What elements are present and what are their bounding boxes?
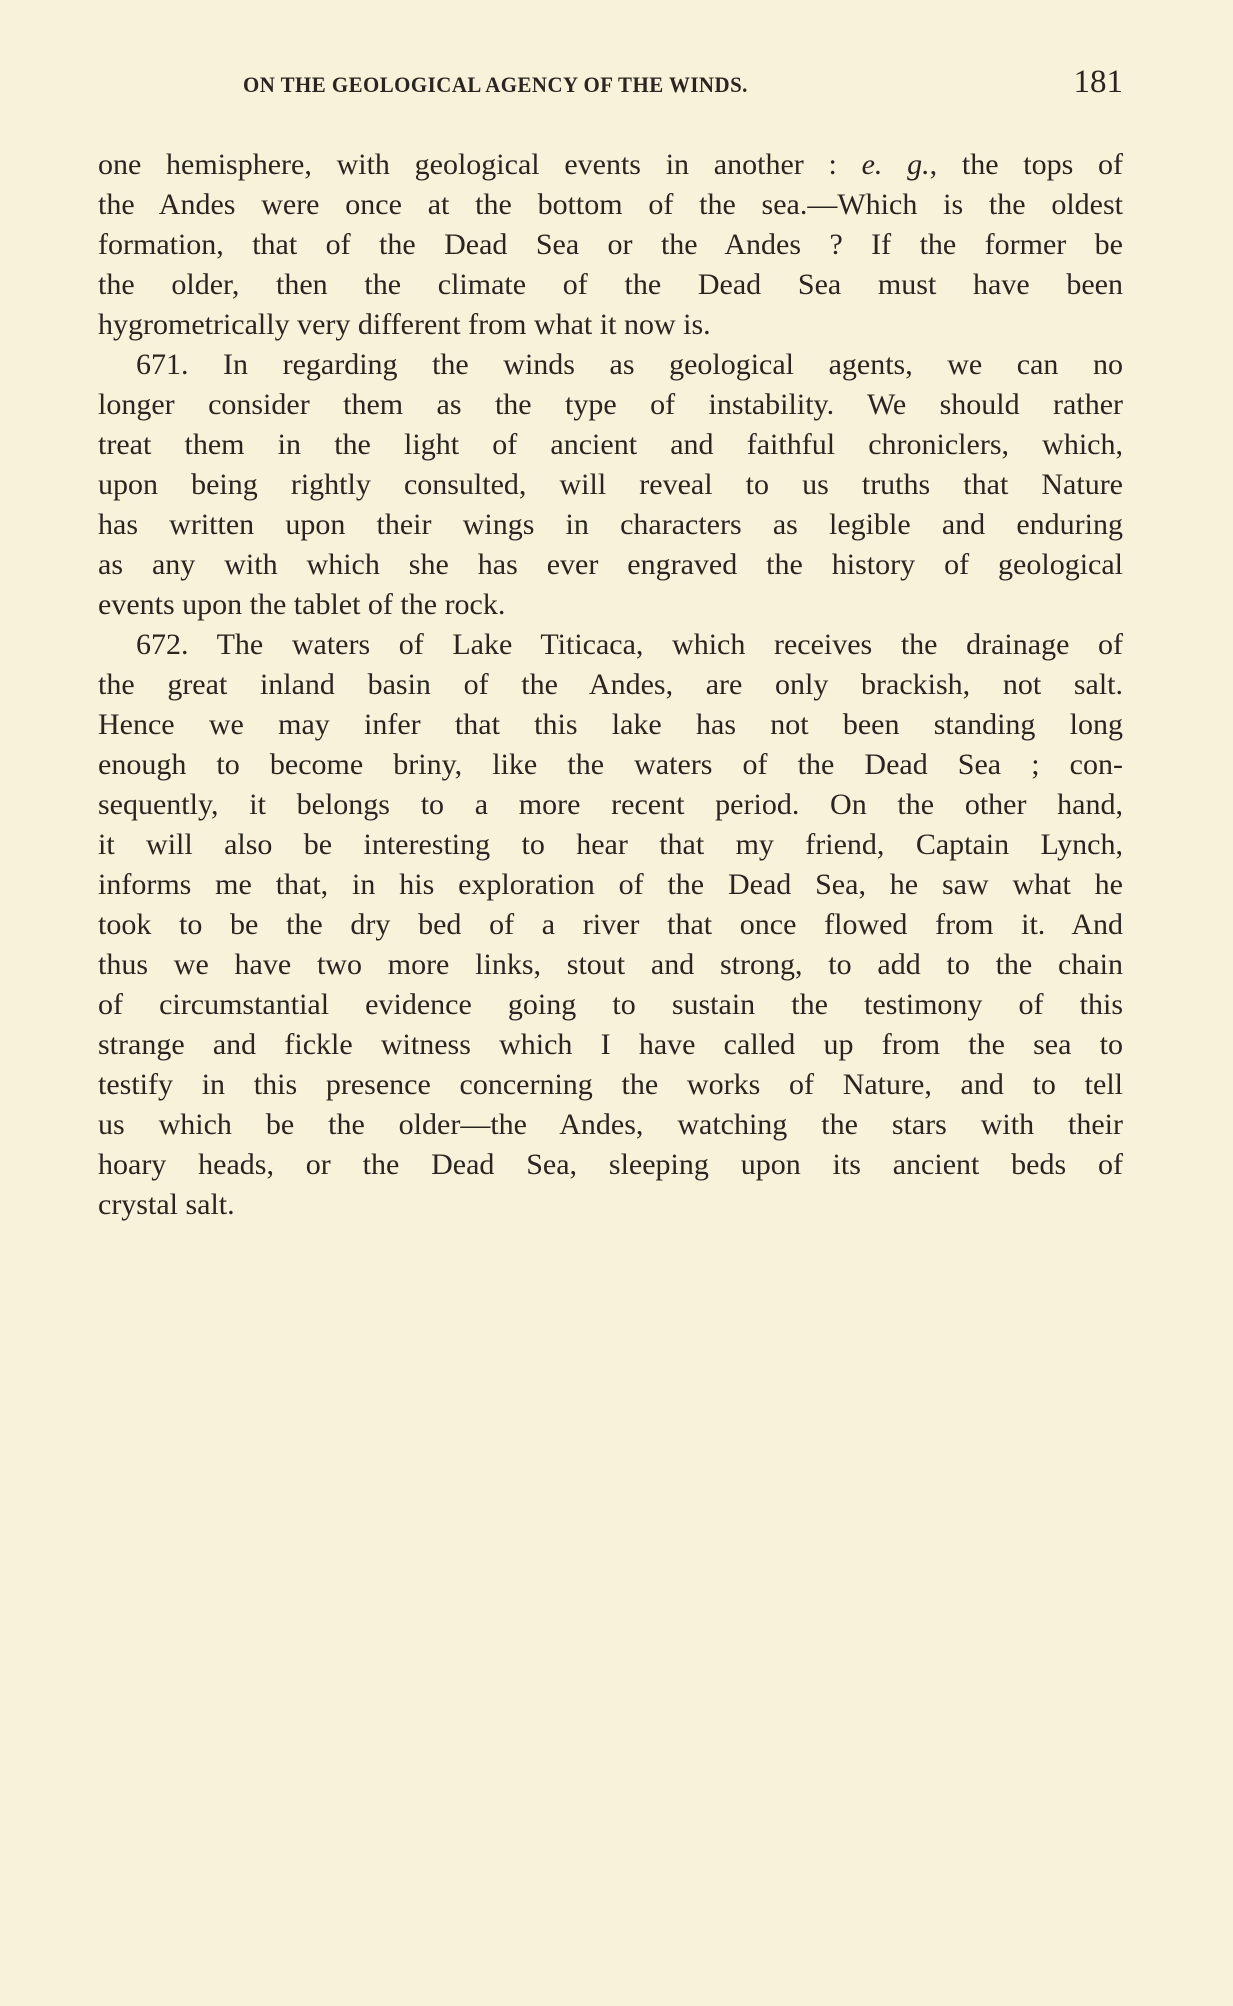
text-line: testify in this presence concerning the works of Nature, and to tell [98, 1068, 1123, 1101]
paragraph [98, 625, 1123, 1225]
running-title: ON THE GEOLOGICAL AGENCY OF THE WINDS. [243, 72, 748, 97]
text-line: hygrometrically very different from what it now is. [98, 308, 711, 341]
text-line: 672. The waters of Lake Titicaca, which receives the drainage of [136, 628, 1123, 661]
text-line: longer consider them as the type of instability. We should rather [98, 388, 1123, 421]
text-line: Hence we may infer that this lake has not been standing long [98, 708, 1123, 741]
italic-text: e. g. [861, 148, 930, 181]
text-line: treat them in the light of ancient and faithful chroniclers, which, [98, 428, 1123, 461]
text-line: crystal salt. [98, 1188, 235, 1221]
text-line: the great inland basin of the Andes, are only brackish, not salt. [98, 668, 1123, 701]
text-line: it will also be interesting to hear that my friend, Captain Lynch, [98, 828, 1123, 861]
text-line: informs me that, in his exploration of the Dead Sea, he saw what he [98, 868, 1123, 901]
text-line: thus we have two more links, stout and strong, to add to the chain [98, 948, 1123, 981]
text-line: of circumstantial evidence going to sustain the testimony of this [98, 988, 1123, 1021]
text-line: has written upon their wings in characters as legible and enduring [98, 508, 1123, 541]
text-line: formation, that of the Dead Sea or the Andes ? If the former be [98, 228, 1123, 261]
text-line: took to be the dry bed of a river that once flowed from it. And [98, 908, 1123, 941]
text-line: enough to become briny, like the waters of the Dead Sea ; con- [98, 748, 1123, 781]
paragraph [98, 345, 1123, 625]
text-line: strange and fickle witness which I have called up from the sea to [98, 1028, 1123, 1061]
text-segment: one hemisphere, with geological events in another : [98, 148, 862, 181]
text-segment: , the tops of [929, 148, 1123, 181]
text-line: as any with which she has ever engraved the history of geological [98, 548, 1123, 581]
text-line: upon being rightly consulted, will reveal to us truths that Nature [98, 468, 1123, 501]
text-line: the older, then the climate of the Dead Sea must have been [98, 268, 1123, 301]
body-text [98, 145, 1123, 1225]
page-number: 181 [1073, 64, 1123, 100]
text-line: the Andes were once at the bottom of the sea.—Which is the oldest [98, 188, 1123, 221]
text-line: events upon the tablet of the rock. [98, 588, 506, 621]
text-line: 671. In regarding the winds as geological agents, we can no [136, 348, 1123, 381]
text-line: sequently, it belongs to a more recent period. On the other hand, [98, 788, 1123, 821]
text-line: hoary heads, or the Dead Sea, sleeping upon its ancient beds of [98, 1148, 1123, 1181]
paragraph [98, 145, 1123, 345]
text-line: us which be the older—the Andes, watching the stars with their [98, 1108, 1123, 1141]
page-header [98, 66, 1123, 106]
text-line [98, 145, 1123, 185]
